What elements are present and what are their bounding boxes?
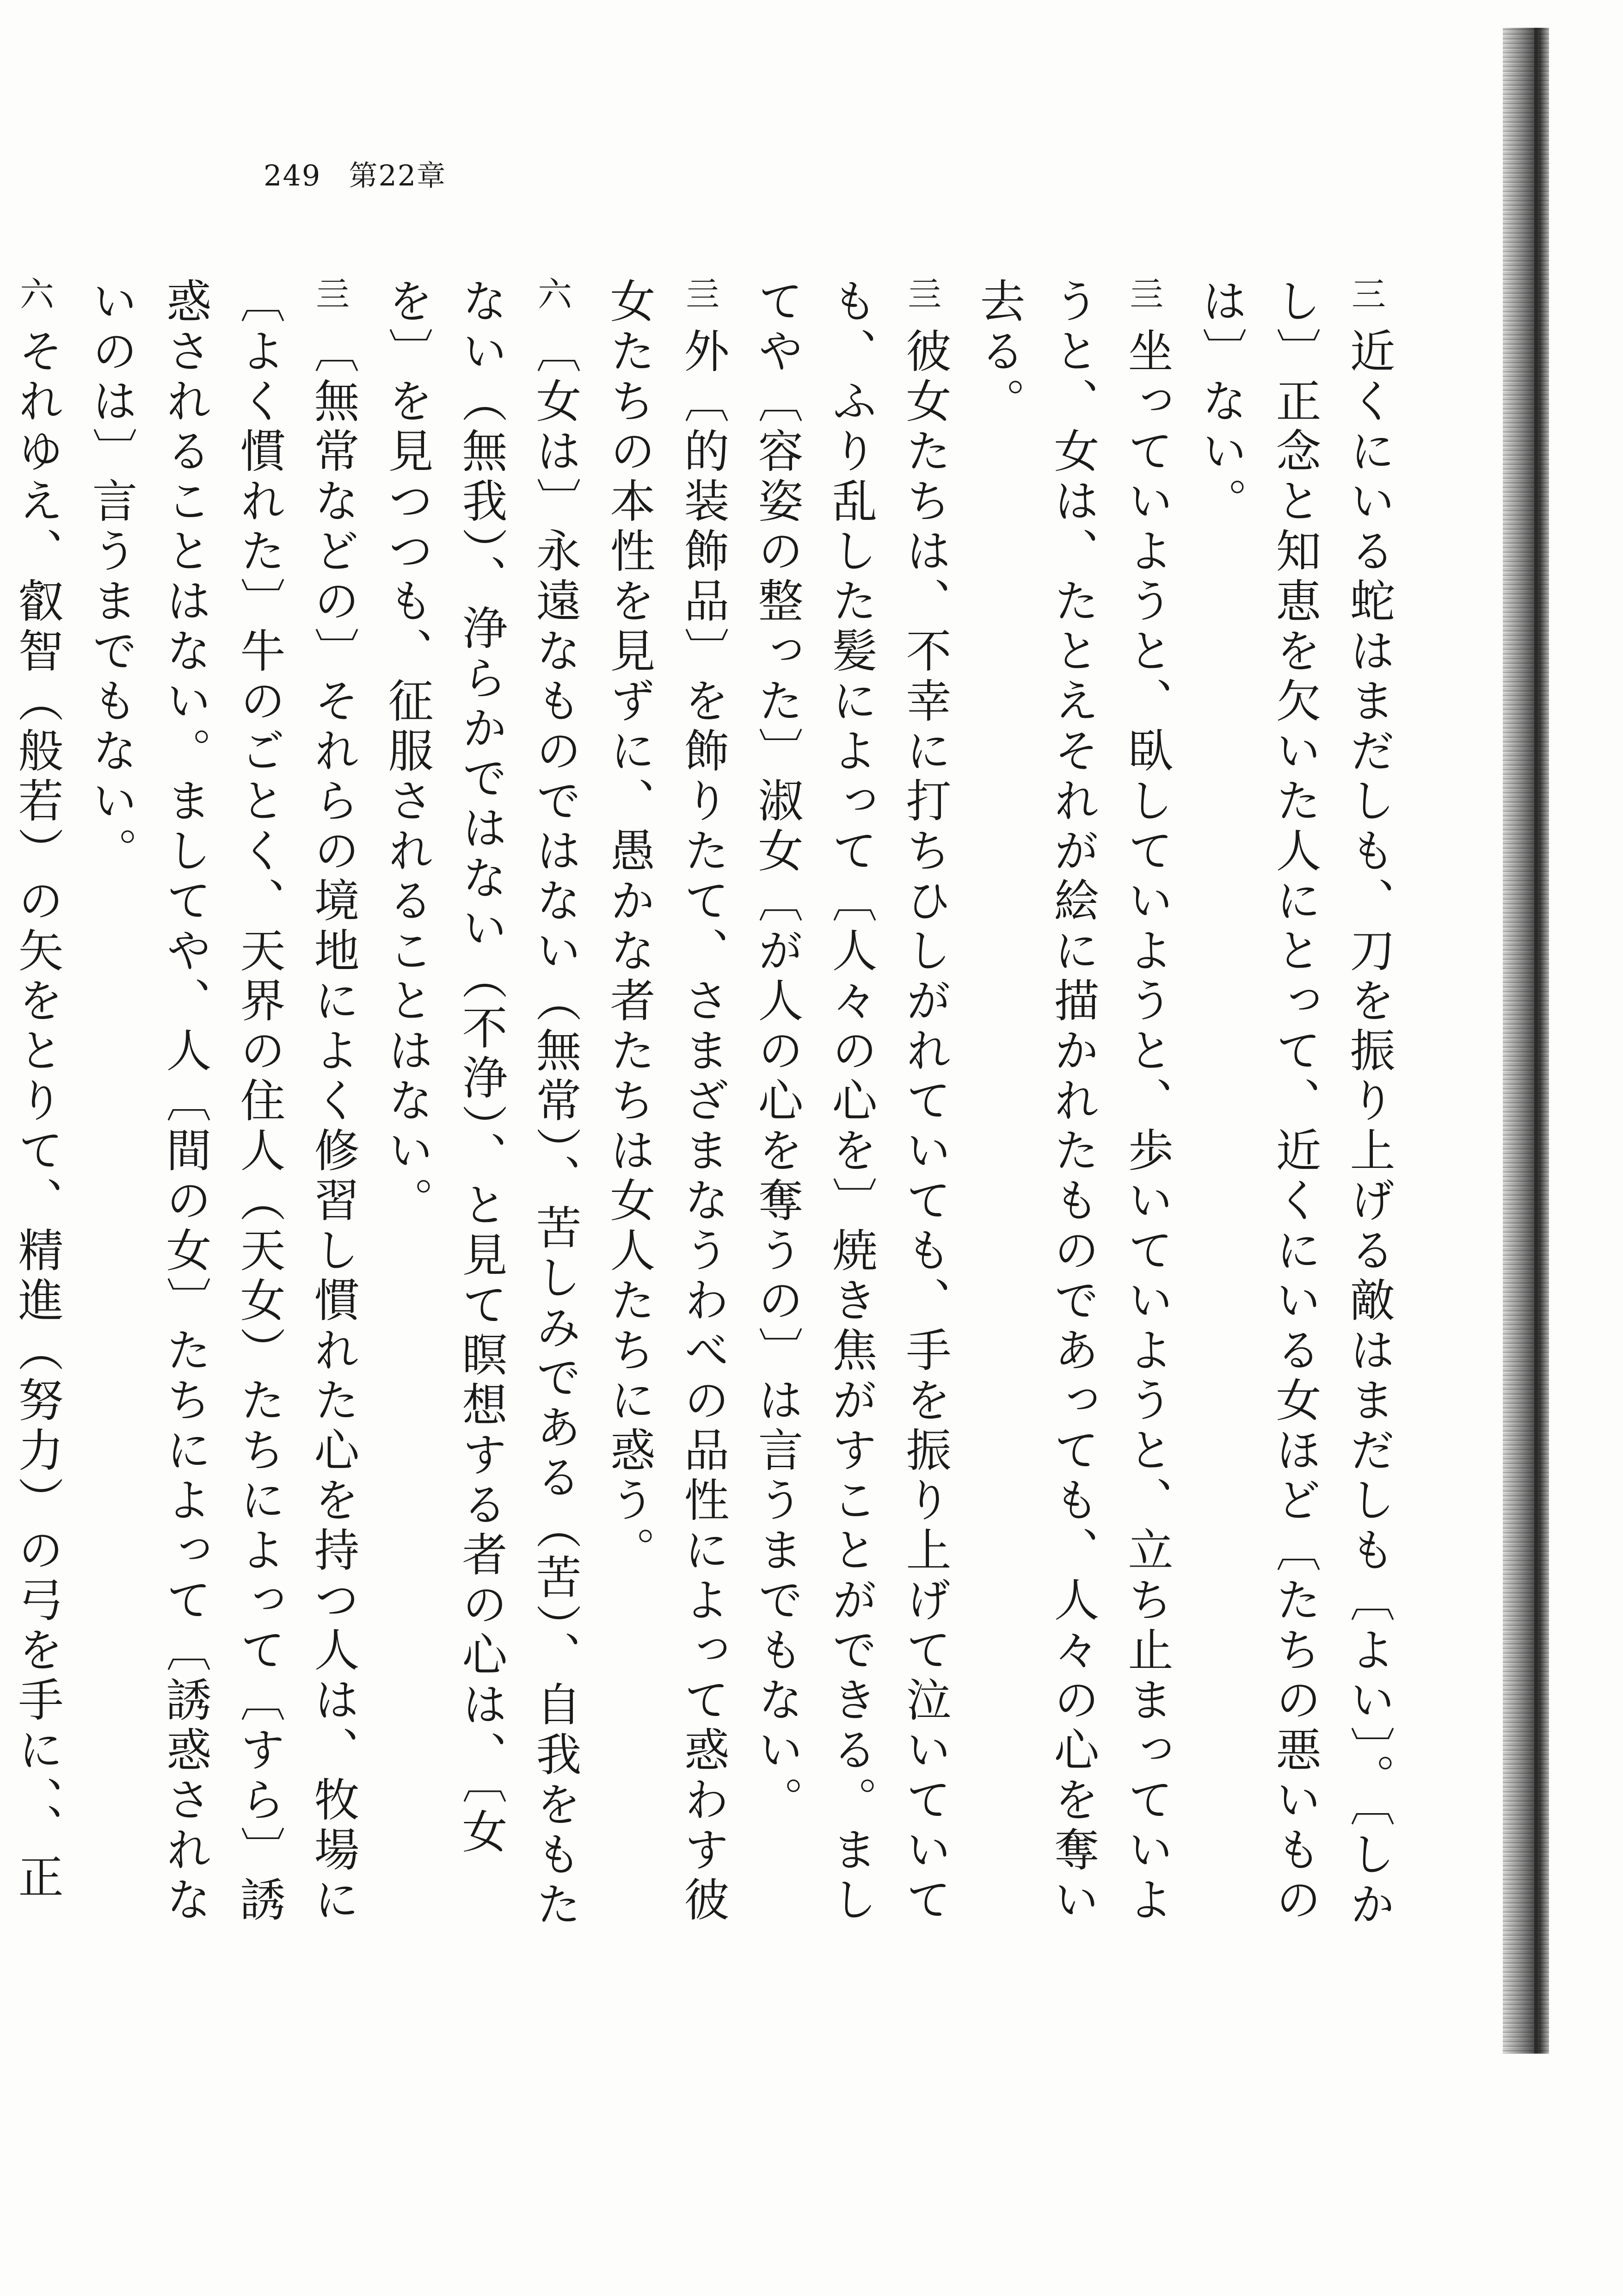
verse-text: 〔無常などの〕それらの境地によく修習し慣れた心を持つ人は、牧場に〔よく慣れた〕牛のごとく、天界の住人（天女）たちによって〔すら〕誘惑されることはない。ましてや、人〔間の女〕たちによって〔誘惑されないのは〕言うまでもない。 <box>85 278 359 1926</box>
verse <box>962 278 1184 1933</box>
verse-text: 外〔的装飾品〕を飾りたて、さまざまなうわべの品性によって惑わす彼女たちの本性を見ずに、愚かな者たちは女人たちに惑う。 <box>602 278 729 1926</box>
vertical-text-block <box>11 278 1406 1933</box>
verse-number: 亖 <box>908 278 942 312</box>
verse-number: 六 <box>538 278 572 312</box>
chapter-title: 第22章 <box>349 159 447 192</box>
verse-number: 三 <box>1352 278 1386 312</box>
page-edge-line <box>1534 28 1538 2054</box>
verse-number: 亖 <box>1130 278 1164 312</box>
verse-number: 亖 <box>686 278 720 312</box>
verse <box>1184 278 1406 1933</box>
verse-text: 近くにいる蛇はまだしも、刀を振り上げる敵はまだしも〔よい〕。〔しかし〕正念と知恵を欠いた人にとって、近くにいる女ほど〔たちの悪いものは〕ない。 <box>1194 278 1395 1931</box>
page-number: 249 <box>264 159 321 192</box>
verse-text: 〔女は〕永遠なものではない（無常）、苦しみである（苦）、自我をもたない（無我）、浄らかではない（不浄）、と見て瞑想する者の心は、〔女を〕を見つつも、征服されることはない。 <box>381 278 581 1931</box>
verse <box>74 278 370 1933</box>
scanned-page-edge <box>1503 28 1549 2054</box>
verse-text: それゆえ、叡智（般若）の矢をとりて、精進（努力）の弓を手に、、正 <box>11 327 63 1903</box>
verse-number: 亖 <box>316 278 350 312</box>
verse <box>0 278 74 1933</box>
verse <box>592 278 740 1933</box>
verse-text: 坐っていようと、臥していようと、歩いていようと、立ち止まっていようと、女は、たとえそれが絵に描かれたものであっても、人々の心を奪い去る。 <box>972 278 1173 1926</box>
verse <box>370 278 592 1933</box>
verse-number: 六 <box>20 278 54 312</box>
verse-text: 彼女たちは、不幸に打ちひしがれていても、手を振り上げて泣いていても、ふり乱した髪によって〔人々の心を〕焼き焦がすことができる。ましてや〔容姿の整った〕淑女〔が人の心を奪うの〕は言うまでもない。 <box>750 278 951 1926</box>
running-header <box>264 153 446 194</box>
verse <box>740 278 962 1933</box>
